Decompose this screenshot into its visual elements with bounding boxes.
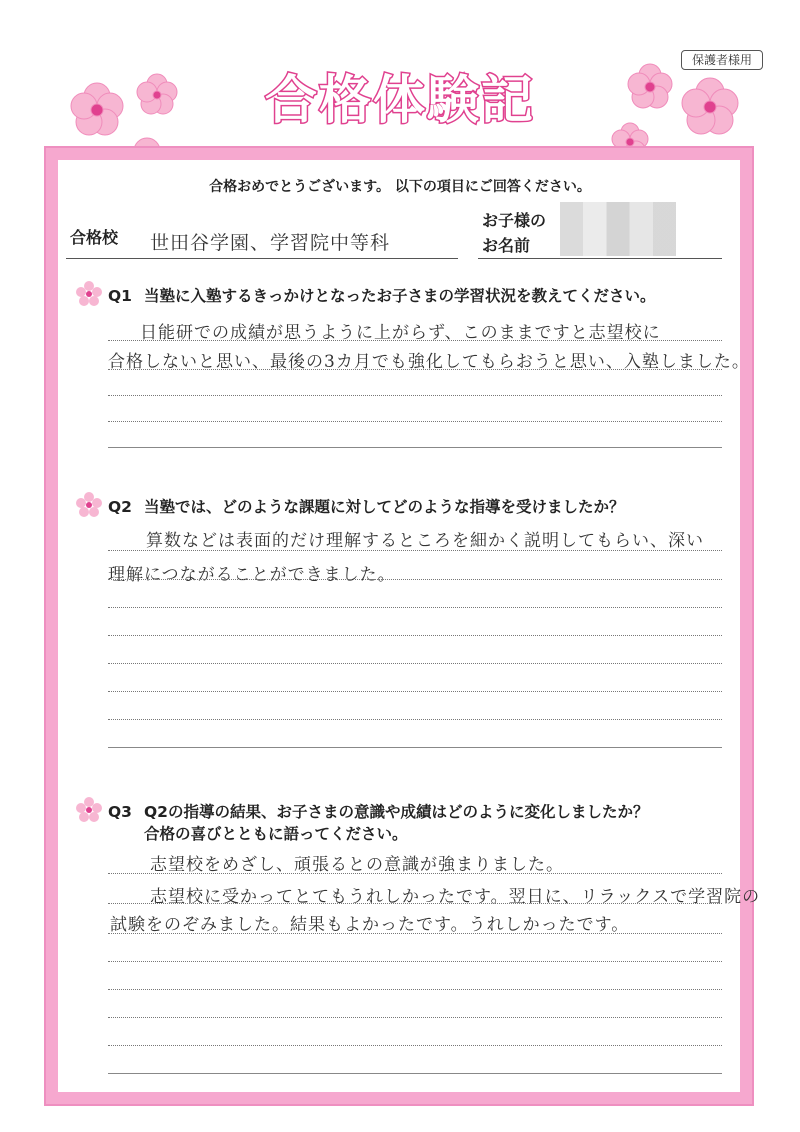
- redacted-name: [560, 202, 676, 256]
- answer-line: [108, 989, 722, 990]
- question-2: [108, 495, 625, 517]
- answer-line: [108, 447, 722, 448]
- question-2-text: 当塾では、どのような課題に対してどのような指導を受けましたか？: [144, 498, 625, 516]
- school-value: 世田谷学園、学習院中等科: [150, 232, 391, 254]
- question-2-number: Q2: [108, 498, 132, 516]
- answer-line: [108, 1017, 722, 1018]
- name-underline: [478, 258, 722, 259]
- child-name-label-line1: お子様の: [482, 211, 547, 230]
- answer-3-line-1: 志望校をめざし、頑張るとの意識が強まりました。: [150, 855, 564, 875]
- question-1-text: 当塾に入塾するきっかけとなったお子さまの学習状況を教えてください。: [144, 287, 656, 305]
- flower-bullet-icon: [76, 281, 102, 307]
- answer-line: [108, 747, 722, 748]
- answer-line: [108, 369, 722, 370]
- answer-3-line-2: 志望校に受かってとてもうれしかったです。翌日に、リラックスで学習院の: [150, 887, 761, 907]
- answer-line: [108, 340, 722, 341]
- answer-line: [108, 873, 722, 874]
- flower-bullet-icon: [76, 797, 102, 823]
- page-title: 合格体験記: [264, 71, 535, 131]
- answer-2-line-1: 算数などは表面的だけ理解するところを細かく説明してもらい、深い: [146, 531, 704, 551]
- answer-line: [108, 691, 722, 692]
- answer-2-line-2: 理解につながることができました。: [108, 565, 396, 585]
- answer-1-line-1: 日能研での成績が思うように上がらず、このままですと志望校に: [140, 323, 661, 343]
- school-underline: [66, 258, 458, 259]
- answer-line: [108, 550, 722, 551]
- question-1-number: Q1: [108, 287, 132, 305]
- flower-bullet-icon: [76, 492, 102, 518]
- answer-line: [108, 933, 722, 934]
- question-3-number: Q3: [108, 803, 132, 821]
- answer-line: [108, 903, 722, 904]
- answer-line: [108, 421, 722, 422]
- intro-text: 合格おめでとうございます。 以下の項目にご回答ください。: [209, 179, 591, 195]
- answer-1-line-2: 合格しないと思い、最後の3カ月でも強化してもらおうと思い、入塾しました。: [108, 352, 750, 372]
- answer-3-line-3: 試験をのぞみました。結果もよかったです。うれしかったです。: [110, 915, 630, 935]
- answer-line: [108, 961, 722, 962]
- question-3-text-line2: 合格の喜びとともに語ってください。: [144, 825, 408, 843]
- answer-line: [108, 607, 722, 608]
- answer-line: [108, 579, 722, 580]
- question-1: [108, 284, 656, 306]
- answer-line: [108, 1073, 722, 1074]
- answer-line: [108, 635, 722, 636]
- answer-line: [108, 395, 722, 396]
- answer-line: [108, 663, 722, 664]
- answer-line: [108, 1045, 722, 1046]
- question-3: [108, 800, 648, 822]
- question-3-text: Q2の指導の結果、お子さまの意識や成績はどのように変化しましたか？: [144, 803, 649, 821]
- child-name-label-line2: お名前: [482, 236, 531, 255]
- parent-use-badge: 保護者様用: [681, 50, 763, 70]
- answer-line: [108, 719, 722, 720]
- school-label: 合格校: [70, 228, 119, 247]
